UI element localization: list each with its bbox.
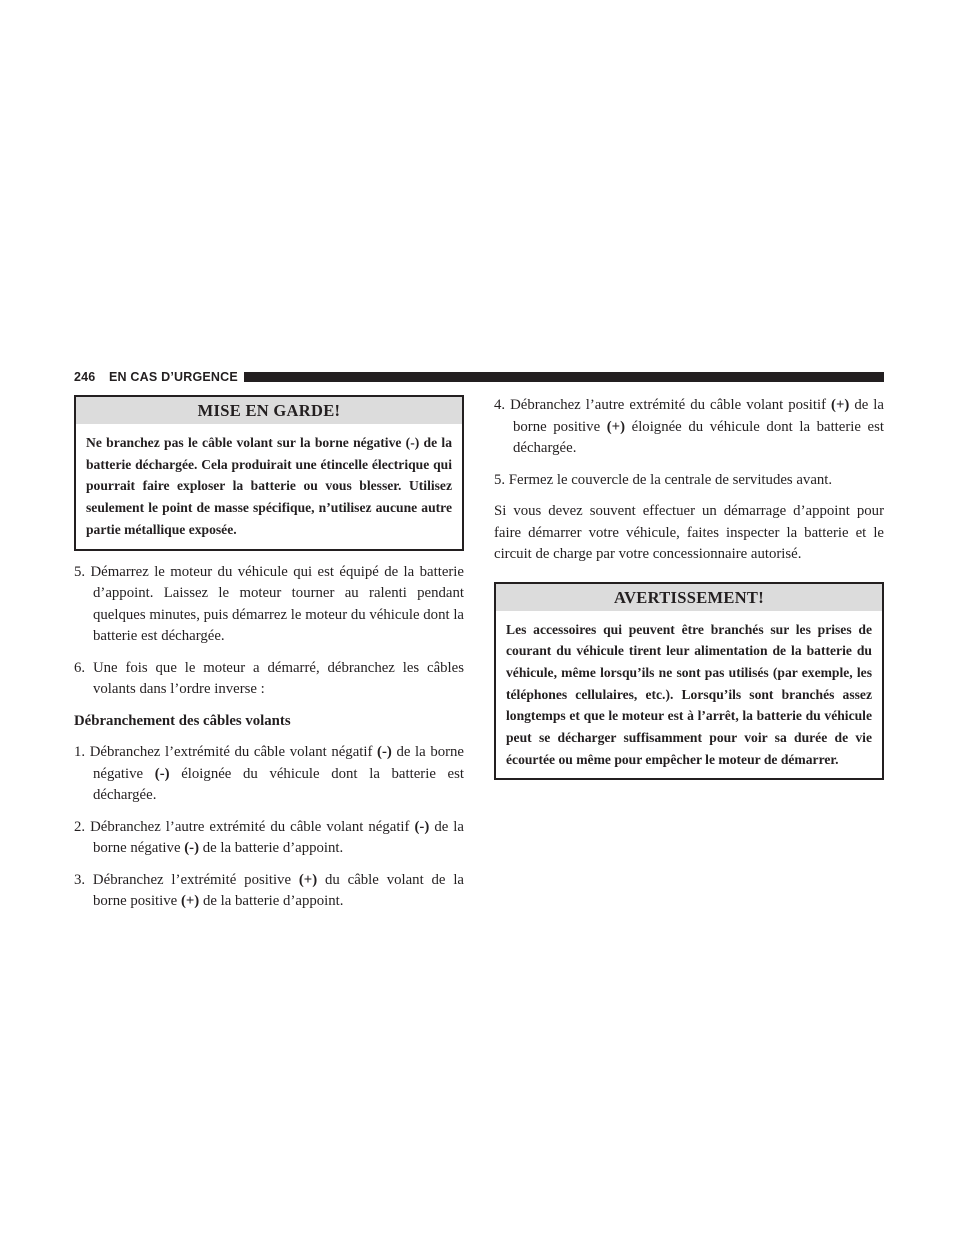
disconnect-step-1: 1. Débranchez l’extrémité du câble volant négatif (-) de la borne négative (-) éloignée du véhicule dont la batterie est déchargée. bbox=[74, 744, 465, 804]
disconnect-step-2: 2. Débranchez l’autre extrémité du câble volant négatif (-) de la borne négative (-) de la batterie d’appoint. bbox=[74, 818, 464, 857]
page-number: 246 bbox=[74, 370, 96, 384]
section-title: EN CAS D’URGENCE bbox=[109, 370, 238, 384]
terminal-symbol: (-) bbox=[377, 744, 392, 761]
disconnect-step-5: 5. Fermez le couvercle de la centrale de servitudes avant. bbox=[494, 471, 833, 488]
warning-box bbox=[494, 582, 884, 781]
terminal-symbol: (-) bbox=[414, 818, 430, 835]
left-column bbox=[74, 395, 464, 923]
subheading-disconnect: Débranchement des câbles volants bbox=[74, 712, 291, 729]
advice-paragraph: Si vous devez souvent effectuer un démarrage d’appoint pour faire démarrer votre véhicule, faites inspecter la batterie et le circuit de charge par votre concessionnaire autorisé. bbox=[494, 503, 884, 562]
terminal-symbol: (+) bbox=[298, 871, 318, 888]
caution-title: MISE EN GARDE! bbox=[76, 397, 462, 424]
disconnect-step-4: 4. Débranchez l’autre extrémité du câble volant positif (+) de la borne positive (+) éloignée du véhicule dont la batterie est déchargée. bbox=[494, 397, 884, 456]
caution-box bbox=[74, 395, 464, 551]
page-header bbox=[74, 369, 884, 385]
terminal-symbol: (-) bbox=[154, 765, 170, 782]
warning-title: AVERTISSEMENT! bbox=[496, 584, 882, 611]
terminal-symbol: (-) bbox=[184, 840, 200, 857]
terminal-symbol: (+) bbox=[180, 893, 200, 910]
warning-text: Les accessoires qui peuvent être branchés sur les prises de courant du véhicule tirent leur alimentation de la batterie du véhicule, même lorsqu’ils ne sont pas utilisés (par exemple, les téléphones cellulaires, etc.). Lorsqu’ils sont branchés assez longtemps et que le moteur est à l’arrêt, la batterie du véhicule peut se décharger suffisamment pour voir sa durée de vie écourtée ou même pour empêcher le moteur de démarrer. bbox=[506, 621, 872, 767]
step-6: 6. Une fois que le moteur a démarré, débranchez les câbles volants dans l’ordre inverse : bbox=[74, 659, 464, 698]
disconnect-step-3: 3. Débranchez l’extrémité positive (+) du câble volant de la borne positive (+) de la batterie d’appoint. bbox=[74, 871, 465, 910]
caution-text: Ne branchez pas le câble volant sur la borne négative (-) de la batterie déchargée. Cela produirait une étincelle électrique qui pourrait faire exploser la batterie ou vous blesser. Utilisez seulement le point de masse spécifique, n’utilisez aucune autre partie métallique exposée. bbox=[86, 435, 452, 537]
right-column bbox=[494, 395, 884, 791]
terminal-symbol: (+) bbox=[831, 397, 850, 413]
step-5: 5. Démarrez le moteur du véhicule qui est équipé de la batterie d’appoint. Laissez le moteur tourner au ralenti pendant quelques minutes, puis démarrez le moteur du véhicule dont la batterie est déchargée. bbox=[74, 563, 464, 645]
header-rule bbox=[244, 372, 884, 382]
terminal-symbol: (+) bbox=[606, 418, 626, 435]
